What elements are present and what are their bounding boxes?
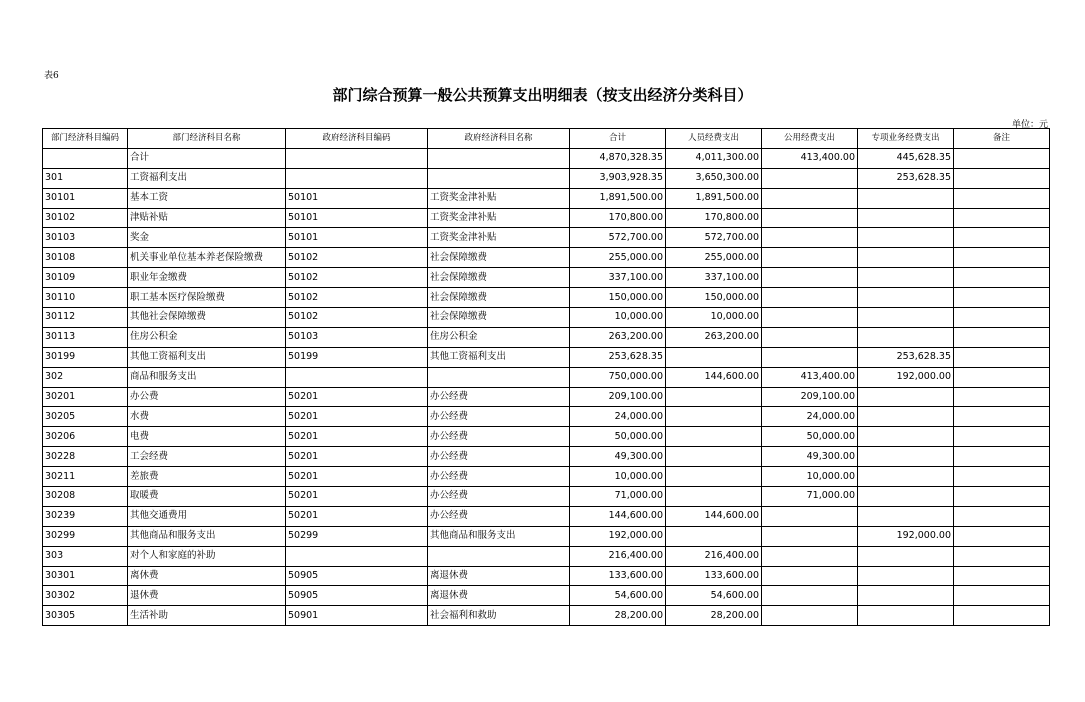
total-cell: 150,000.00 [570, 288, 666, 308]
note-cell [954, 268, 1050, 288]
special-cell [858, 586, 954, 606]
public-cell: 413,400.00 [762, 367, 858, 387]
gov-code-cell: 50102 [286, 288, 428, 308]
gov-name-cell: 其他商品和服务支出 [428, 526, 570, 546]
total-cell: 216,400.00 [570, 546, 666, 566]
dept-name-cell: 机关事业单位基本养老保险缴费 [128, 248, 286, 268]
dept-name-cell: 其他社会保障缴费 [128, 308, 286, 328]
dept-name-cell: 其他工资福利支出 [128, 347, 286, 367]
personnel-cell: 263,200.00 [666, 327, 762, 347]
gov-name-cell: 社会福利和救助 [428, 606, 570, 626]
special-cell [858, 546, 954, 566]
personnel-cell: 10,000.00 [666, 308, 762, 328]
table-row [43, 387, 1050, 407]
note-cell [954, 427, 1050, 447]
header-dept-code: 部门经济科目编码 [43, 129, 128, 149]
note-cell [954, 387, 1050, 407]
dept-code-cell: 30103 [43, 228, 128, 248]
page-title: 部门综合预算一般公共预算支出明细表（按支出经济分类科目） [332, 86, 753, 104]
dept-code-cell: 302 [43, 367, 128, 387]
special-cell [858, 427, 954, 447]
total-cell: 10,000.00 [570, 467, 666, 487]
gov-name-cell: 办公经费 [428, 387, 570, 407]
gov-code-cell [286, 367, 428, 387]
gov-code-cell: 50102 [286, 248, 428, 268]
table-row [43, 228, 1050, 248]
dept-name-cell: 工会经费 [128, 447, 286, 467]
public-cell [762, 228, 858, 248]
total-cell: 1,891,500.00 [570, 188, 666, 208]
dept-code-cell: 30302 [43, 586, 128, 606]
public-cell [762, 566, 858, 586]
gov-code-cell: 50101 [286, 228, 428, 248]
personnel-cell: 572,700.00 [666, 228, 762, 248]
public-cell: 10,000.00 [762, 467, 858, 487]
total-cell: 255,000.00 [570, 248, 666, 268]
personnel-cell [666, 387, 762, 407]
table-row [43, 586, 1050, 606]
note-cell [954, 447, 1050, 467]
personnel-cell [666, 526, 762, 546]
public-cell [762, 506, 858, 526]
total-cell: 24,000.00 [570, 407, 666, 427]
dept-name-cell: 退休费 [128, 586, 286, 606]
dept-name-cell: 工资福利支出 [128, 168, 286, 188]
public-cell [762, 188, 858, 208]
dept-code-cell: 30239 [43, 506, 128, 526]
table-row [43, 367, 1050, 387]
header-total: 合计 [570, 129, 666, 149]
total-cell: 253,628.35 [570, 347, 666, 367]
table-row [43, 208, 1050, 228]
table-row [43, 308, 1050, 328]
gov-code-cell: 50102 [286, 268, 428, 288]
gov-code-cell: 50201 [286, 427, 428, 447]
note-cell [954, 526, 1050, 546]
gov-code-cell: 50201 [286, 506, 428, 526]
total-cell: 170,800.00 [570, 208, 666, 228]
public-cell [762, 546, 858, 566]
gov-name-cell: 办公经费 [428, 487, 570, 507]
gov-name-cell: 工资奖金津补贴 [428, 228, 570, 248]
personnel-cell: 3,650,300.00 [666, 168, 762, 188]
public-cell: 209,100.00 [762, 387, 858, 407]
header-note: 备注 [954, 129, 1050, 149]
public-cell [762, 248, 858, 268]
public-cell [762, 327, 858, 347]
special-cell [858, 268, 954, 288]
table-row [43, 526, 1050, 546]
gov-name-cell: 工资奖金津补贴 [428, 188, 570, 208]
public-cell: 50,000.00 [762, 427, 858, 447]
dept-code-cell: 30113 [43, 327, 128, 347]
personnel-cell [666, 407, 762, 427]
public-cell [762, 526, 858, 546]
gov-code-cell: 50103 [286, 327, 428, 347]
special-cell [858, 308, 954, 328]
dept-name-cell: 其他商品和服务支出 [128, 526, 286, 546]
total-cell: 28,200.00 [570, 606, 666, 626]
public-cell: 413,400.00 [762, 148, 858, 168]
total-cell: 133,600.00 [570, 566, 666, 586]
total-cell: 4,870,328.35 [570, 148, 666, 168]
gov-name-cell: 办公经费 [428, 407, 570, 427]
dept-code-cell [43, 148, 128, 168]
public-cell [762, 586, 858, 606]
gov-code-cell [286, 148, 428, 168]
total-cell: 209,100.00 [570, 387, 666, 407]
special-cell: 253,628.35 [858, 168, 954, 188]
note-cell [954, 248, 1050, 268]
special-cell [858, 188, 954, 208]
gov-code-cell: 50102 [286, 308, 428, 328]
note-cell [954, 188, 1050, 208]
gov-name-cell: 住房公积金 [428, 327, 570, 347]
special-cell: 192,000.00 [858, 367, 954, 387]
dept-name-cell: 生活补助 [128, 606, 286, 626]
gov-name-cell: 工资奖金津补贴 [428, 208, 570, 228]
total-cell: 10,000.00 [570, 308, 666, 328]
total-cell: 192,000.00 [570, 526, 666, 546]
gov-code-cell: 50201 [286, 487, 428, 507]
total-cell: 337,100.00 [570, 268, 666, 288]
dept-code-cell: 30108 [43, 248, 128, 268]
public-cell [762, 208, 858, 228]
personnel-cell [666, 347, 762, 367]
note-cell [954, 208, 1050, 228]
gov-name-cell: 办公经费 [428, 447, 570, 467]
public-cell [762, 308, 858, 328]
header-public: 公用经费支出 [762, 129, 858, 149]
note-cell [954, 487, 1050, 507]
total-cell: 3,903,928.35 [570, 168, 666, 188]
note-cell [954, 467, 1050, 487]
personnel-cell [666, 487, 762, 507]
personnel-cell [666, 467, 762, 487]
dept-code-cell: 30228 [43, 447, 128, 467]
dept-name-cell: 电费 [128, 427, 286, 447]
note-cell [954, 606, 1050, 626]
gov-name-cell [428, 546, 570, 566]
dept-name-cell: 其他交通费用 [128, 506, 286, 526]
table-row [43, 407, 1050, 427]
dept-code-cell: 30112 [43, 308, 128, 328]
dept-name-cell: 合计 [128, 148, 286, 168]
table-row [43, 248, 1050, 268]
personnel-cell: 1,891,500.00 [666, 188, 762, 208]
dept-code-cell: 30205 [43, 407, 128, 427]
dept-code-cell: 30101 [43, 188, 128, 208]
gov-name-cell [428, 367, 570, 387]
dept-code-cell: 30110 [43, 288, 128, 308]
special-cell [858, 606, 954, 626]
dept-code-cell: 30201 [43, 387, 128, 407]
dept-name-cell: 差旅费 [128, 467, 286, 487]
dept-code-cell: 30208 [43, 487, 128, 507]
gov-code-cell: 50901 [286, 606, 428, 626]
public-cell [762, 606, 858, 626]
note-cell [954, 168, 1050, 188]
public-cell: 24,000.00 [762, 407, 858, 427]
dept-name-cell: 水费 [128, 407, 286, 427]
special-cell [858, 467, 954, 487]
table-row [43, 427, 1050, 447]
table-row [43, 148, 1050, 168]
gov-code-cell: 50201 [286, 387, 428, 407]
personnel-cell: 255,000.00 [666, 248, 762, 268]
special-cell [858, 288, 954, 308]
special-cell: 253,628.35 [858, 347, 954, 367]
table-row [43, 168, 1050, 188]
special-cell [858, 208, 954, 228]
table-row [43, 566, 1050, 586]
total-cell: 50,000.00 [570, 427, 666, 447]
personnel-cell [666, 427, 762, 447]
special-cell [858, 327, 954, 347]
gov-code-cell [286, 168, 428, 188]
dept-name-cell: 取暖费 [128, 487, 286, 507]
personnel-cell: 337,100.00 [666, 268, 762, 288]
total-cell: 572,700.00 [570, 228, 666, 248]
note-cell [954, 367, 1050, 387]
special-cell: 445,628.35 [858, 148, 954, 168]
dept-code-cell: 30301 [43, 566, 128, 586]
gov-name-cell: 离退休费 [428, 586, 570, 606]
gov-name-cell: 离退休费 [428, 566, 570, 586]
personnel-cell: 54,600.00 [666, 586, 762, 606]
budget-table [42, 128, 1050, 626]
dept-name-cell: 商品和服务支出 [128, 367, 286, 387]
total-cell: 144,600.00 [570, 506, 666, 526]
public-cell [762, 168, 858, 188]
note-cell [954, 308, 1050, 328]
note-cell [954, 586, 1050, 606]
special-cell [858, 248, 954, 268]
personnel-cell: 216,400.00 [666, 546, 762, 566]
table-row [43, 467, 1050, 487]
table-row [43, 327, 1050, 347]
public-cell [762, 288, 858, 308]
gov-code-cell [286, 546, 428, 566]
table-number: 表6 [44, 71, 59, 81]
note-cell [954, 327, 1050, 347]
header-row [43, 129, 1050, 149]
gov-code-cell: 50101 [286, 208, 428, 228]
public-cell [762, 347, 858, 367]
special-cell [858, 566, 954, 586]
header-gov-code: 政府经济科目编码 [286, 129, 428, 149]
gov-code-cell: 50101 [286, 188, 428, 208]
gov-code-cell: 50905 [286, 566, 428, 586]
personnel-cell: 133,600.00 [666, 566, 762, 586]
dept-name-cell: 住房公积金 [128, 327, 286, 347]
public-cell: 49,300.00 [762, 447, 858, 467]
special-cell [858, 387, 954, 407]
dept-code-cell: 30206 [43, 427, 128, 447]
table-row [43, 268, 1050, 288]
personnel-cell: 150,000.00 [666, 288, 762, 308]
dept-code-cell: 30211 [43, 467, 128, 487]
dept-code-cell: 303 [43, 546, 128, 566]
gov-code-cell: 50905 [286, 586, 428, 606]
table-row [43, 447, 1050, 467]
total-cell: 71,000.00 [570, 487, 666, 507]
gov-name-cell: 社会保障缴费 [428, 288, 570, 308]
gov-name-cell: 社会保障缴费 [428, 308, 570, 328]
personnel-cell: 144,600.00 [666, 506, 762, 526]
personnel-cell: 144,600.00 [666, 367, 762, 387]
dept-name-cell: 津贴补贴 [128, 208, 286, 228]
special-cell [858, 228, 954, 248]
total-cell: 49,300.00 [570, 447, 666, 467]
dept-name-cell: 办公费 [128, 387, 286, 407]
special-cell: 192,000.00 [858, 526, 954, 546]
gov-name-cell [428, 148, 570, 168]
dept-name-cell: 奖金 [128, 228, 286, 248]
table-row [43, 288, 1050, 308]
gov-name-cell: 社会保障缴费 [428, 268, 570, 288]
note-cell [954, 546, 1050, 566]
table-body [43, 148, 1050, 625]
special-cell [858, 506, 954, 526]
note-cell [954, 148, 1050, 168]
dept-name-cell: 离休费 [128, 566, 286, 586]
dept-name-cell: 对个人和家庭的补助 [128, 546, 286, 566]
dept-code-cell: 30102 [43, 208, 128, 228]
unit-label: 单位：元 [1011, 120, 1048, 130]
total-cell: 750,000.00 [570, 367, 666, 387]
dept-code-cell: 30299 [43, 526, 128, 546]
public-cell [762, 268, 858, 288]
gov-code-cell: 50201 [286, 447, 428, 467]
dept-name-cell: 基本工资 [128, 188, 286, 208]
gov-name-cell: 办公经费 [428, 506, 570, 526]
header-gov-name: 政府经济科目名称 [428, 129, 570, 149]
note-cell [954, 566, 1050, 586]
header-dept-name: 部门经济科目名称 [128, 129, 286, 149]
dept-name-cell: 职工基本医疗保险缴费 [128, 288, 286, 308]
gov-code-cell: 50201 [286, 467, 428, 487]
header-special: 专项业务经费支出 [858, 129, 954, 149]
gov-name-cell: 社会保障缴费 [428, 248, 570, 268]
gov-code-cell: 50299 [286, 526, 428, 546]
note-cell [954, 506, 1050, 526]
public-cell: 71,000.00 [762, 487, 858, 507]
gov-code-cell: 50199 [286, 347, 428, 367]
special-cell [858, 447, 954, 467]
table-row [43, 606, 1050, 626]
dept-code-cell: 301 [43, 168, 128, 188]
personnel-cell [666, 447, 762, 467]
gov-name-cell: 办公经费 [428, 467, 570, 487]
note-cell [954, 407, 1050, 427]
special-cell [858, 407, 954, 427]
dept-code-cell: 30305 [43, 606, 128, 626]
gov-code-cell: 50201 [286, 407, 428, 427]
table-row [43, 487, 1050, 507]
personnel-cell: 4,011,300.00 [666, 148, 762, 168]
special-cell [858, 487, 954, 507]
dept-code-cell: 30109 [43, 268, 128, 288]
table-row [43, 546, 1050, 566]
table-row [43, 188, 1050, 208]
note-cell [954, 228, 1050, 248]
total-cell: 263,200.00 [570, 327, 666, 347]
gov-name-cell [428, 168, 570, 188]
table-row [43, 506, 1050, 526]
dept-code-cell: 30199 [43, 347, 128, 367]
personnel-cell: 28,200.00 [666, 606, 762, 626]
header-personnel: 人员经费支出 [666, 129, 762, 149]
dept-name-cell: 职业年金缴费 [128, 268, 286, 288]
note-cell [954, 288, 1050, 308]
note-cell [954, 347, 1050, 367]
personnel-cell: 170,800.00 [666, 208, 762, 228]
gov-name-cell: 其他工资福利支出 [428, 347, 570, 367]
gov-name-cell: 办公经费 [428, 427, 570, 447]
total-cell: 54,600.00 [570, 586, 666, 606]
table-row [43, 347, 1050, 367]
